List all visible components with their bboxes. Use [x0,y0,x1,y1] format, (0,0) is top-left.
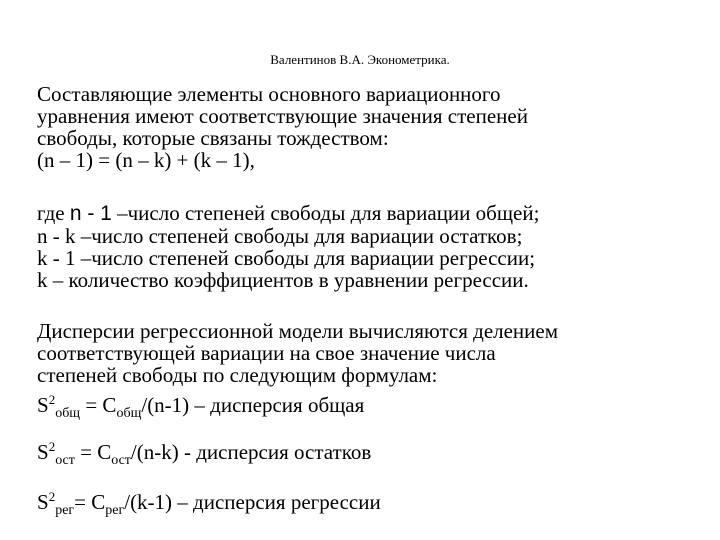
formula-regression-rest: /(k-1) – дисперсия регрессии [124,490,381,514]
definition-residual: n - k –число степеней свободы для вариации остатков; [37,224,523,248]
definition-total-text: –число степеней свободы для вариации общей; [111,201,540,225]
formula-regression-base: S [37,490,49,514]
formula-residual-csub: ост [111,453,131,468]
formula-total-sup: 2 [48,392,56,407]
formula-total-rest: /(n-1) – дисперсия общая [141,393,365,417]
intro-paragraph [37,83,697,171]
formula-residual-rest: /(n-k) - дисперсия остатков [130,440,372,464]
formula-total-sub: общ [55,406,81,421]
intro-line-3: свободы, которые связаны тождеством: [37,126,389,150]
formula-regression-sub: рег [55,503,75,518]
definition-coefficients: k – количество коэффициентов в уравнении регрессии. [37,268,529,292]
dispersion-line-1: Дисперсии регрессионной модели вычисляются делением [37,319,559,343]
formula-regression-csub: рег [105,503,125,518]
definition-total-symbol: n - 1 [69,202,112,225]
intro-line-1: Составляющие элементы основного вариационного [37,82,501,106]
dispersion-line-2: соответствующей вариации на свое значение числа [37,341,496,365]
dispersion-paragraph [37,320,697,386]
definition-regression: k - 1 –число степеней свободы для вариации регрессии; [37,246,536,270]
definition-total [37,202,697,225]
formula-residual-base: S [37,440,49,464]
formula-residual-sup: 2 [48,439,56,454]
dispersion-line-3: степеней свободы по следующим формулам: [37,363,438,387]
formula-residual-sub: ост [55,453,75,468]
formula-residual-eq: = C [74,440,112,464]
formula-residual-dispersion [37,439,372,468]
formula-regression-sup: 2 [48,489,56,504]
formula-total-eq: = C [80,393,117,417]
formula-regression-eq: = C [74,490,106,514]
identity-equation: (n – 1) = (n – k) + (k – 1), [37,148,255,172]
document-header: Валентинов В.А. Эконометрика. [270,52,450,67]
formula-regression-dispersion [37,489,381,518]
definition-total-prefix: где [37,201,70,225]
intro-line-2: уравнения имеют соответствующие значения степеней [37,104,528,128]
formula-total-csub: общ [116,406,142,421]
definitions-paragraph [37,202,697,291]
formula-total-dispersion [37,392,365,421]
formula-total-base: S [37,393,49,417]
